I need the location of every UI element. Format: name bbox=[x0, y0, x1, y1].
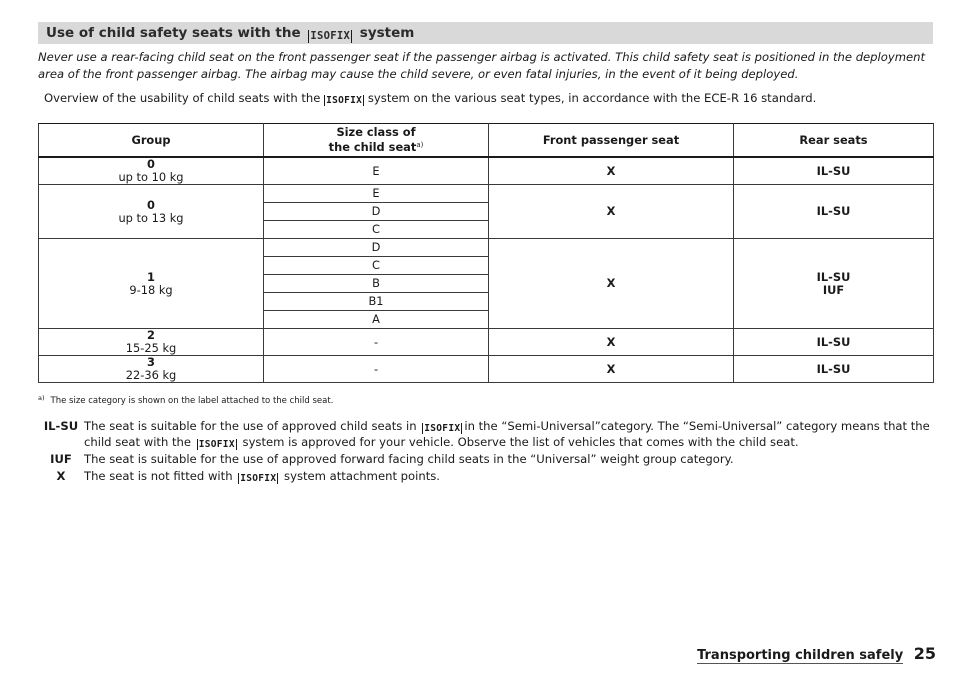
page-footer bbox=[697, 644, 936, 663]
size-class-cell: D bbox=[264, 203, 489, 221]
intro-after: system on the various seat types, in accordance with the ECE-R 16 standard. bbox=[367, 91, 817, 105]
front-passenger-cell: X bbox=[489, 329, 734, 356]
legend-text-part: system is approved for your vehicle. Observe the list of vehicles that comes with the child seat. bbox=[242, 435, 799, 449]
group-cell bbox=[39, 239, 264, 329]
size-class-cell: - bbox=[264, 329, 489, 356]
rear-seat-code: IL-SU bbox=[816, 334, 851, 349]
legend-key: X bbox=[56, 469, 66, 483]
isofix-icon: ISOFIX bbox=[198, 439, 235, 450]
legend-text: The seat is suitable for the use of approved forward facing child seats in the “Universal” weight group category. bbox=[84, 452, 734, 466]
group-number: 0 bbox=[147, 157, 155, 171]
table-header-row bbox=[39, 124, 934, 158]
legend-text-part: The seat is suitable for the use of approved child seats in bbox=[84, 419, 417, 433]
table-row bbox=[39, 185, 934, 203]
intro-before: Overview of the usability of child seats with the bbox=[44, 91, 321, 105]
warning-text: Never use a rear-facing child seat on the front passenger seat if the passenger airbag is activated. This child safety seat is positioned in the deployment area of the front passenger airbag. The airbag may cause the child severe, or even fatal injuries, in the event of it being deployed. bbox=[38, 50, 926, 81]
size-class-cell: D bbox=[264, 239, 489, 257]
header-size-line2: the child seat bbox=[328, 140, 417, 154]
size-class-cell: B1 bbox=[264, 293, 489, 311]
size-class-cell: B bbox=[264, 275, 489, 293]
header-rear-seats: Rear seats bbox=[734, 124, 934, 158]
group-number: 3 bbox=[147, 355, 155, 369]
page-number: 25 bbox=[913, 644, 936, 663]
size-class-cell: A bbox=[264, 311, 489, 329]
rear-seats-cell bbox=[734, 157, 934, 185]
heading-text-before: Use of child safety seats with the bbox=[46, 25, 301, 41]
group-cell bbox=[39, 185, 264, 239]
page bbox=[38, 22, 933, 485]
rear-seat-code: IL-SU bbox=[816, 361, 851, 376]
rear-seats-cell bbox=[734, 185, 934, 239]
isofix-icon: ISOFIX bbox=[326, 95, 363, 106]
legend-text bbox=[84, 418, 933, 450]
size-class-cell: C bbox=[264, 257, 489, 275]
rear-seat-code: IUF bbox=[822, 282, 845, 297]
legend-text-part: The seat is not fitted with bbox=[84, 469, 233, 483]
legend-key: IL-SU bbox=[43, 419, 79, 433]
section-heading bbox=[38, 22, 933, 44]
legend-text-part: in the “Semi-Universal”category. The “Semi-Universal” category means that the child seat with the bbox=[84, 419, 930, 449]
group-weight: up to 10 kg bbox=[118, 170, 184, 184]
front-passenger-cell: X bbox=[489, 356, 734, 383]
legend bbox=[38, 418, 933, 484]
footnote-mark: a) bbox=[38, 394, 45, 402]
group-cell bbox=[39, 157, 264, 185]
size-class-cell: E bbox=[264, 157, 489, 185]
legend-text-part: system attachment points. bbox=[284, 469, 440, 483]
header-size-class bbox=[264, 124, 489, 158]
header-front-passenger: Front passenger seat bbox=[489, 124, 734, 158]
footnote-marker: a) bbox=[416, 141, 424, 149]
rear-seat-code: IL-SU bbox=[816, 204, 851, 218]
table-row bbox=[39, 356, 934, 383]
table-row bbox=[39, 329, 934, 356]
rear-seat-code: IL-SU bbox=[816, 269, 851, 284]
isofix-icon: ISOFIX bbox=[424, 423, 461, 434]
group-weight: 15-25 kg bbox=[125, 341, 177, 355]
legend-row-il-su bbox=[38, 418, 933, 450]
child-seat-table bbox=[38, 123, 934, 383]
header-size-line1: Size class of bbox=[336, 125, 416, 139]
legend-text bbox=[84, 468, 933, 484]
size-class-cell: E bbox=[264, 185, 489, 203]
size-class-cell: - bbox=[264, 356, 489, 383]
footnote-text: The size category is shown on the label attached to the child seat. bbox=[50, 396, 334, 406]
group-weight: up to 13 kg bbox=[118, 210, 184, 225]
group-weight: 9-18 kg bbox=[129, 282, 173, 297]
footer-section-title: Transporting children safely bbox=[697, 648, 904, 663]
intro-text bbox=[44, 90, 933, 106]
footnote bbox=[38, 394, 933, 406]
isofix-icon: ISOFIX bbox=[240, 473, 277, 484]
table-row bbox=[39, 239, 934, 257]
table-row bbox=[39, 157, 934, 185]
rear-seats-cell bbox=[734, 329, 934, 356]
group-weight: 22-36 kg bbox=[125, 368, 177, 382]
heading-text-after: system bbox=[359, 25, 415, 41]
group-cell bbox=[39, 356, 264, 383]
table-body bbox=[39, 157, 934, 383]
group-number: 2 bbox=[147, 328, 155, 342]
legend-key: IUF bbox=[50, 452, 72, 466]
isofix-icon: ISOFIX bbox=[310, 30, 351, 42]
group-number: 1 bbox=[147, 269, 155, 284]
legend-row-iuf bbox=[38, 451, 933, 467]
front-passenger-cell: X bbox=[489, 157, 734, 185]
group-number: 0 bbox=[147, 197, 155, 212]
header-group: Group bbox=[39, 124, 264, 158]
front-passenger-cell: X bbox=[489, 239, 734, 329]
size-class-cell: C bbox=[264, 221, 489, 239]
legend-row-x bbox=[38, 468, 933, 484]
rear-seats-cell bbox=[734, 356, 934, 383]
front-passenger-cell: X bbox=[489, 185, 734, 239]
group-cell bbox=[39, 329, 264, 356]
rear-seats-cell bbox=[734, 239, 934, 329]
rear-seat-code: IL-SU bbox=[816, 163, 851, 178]
